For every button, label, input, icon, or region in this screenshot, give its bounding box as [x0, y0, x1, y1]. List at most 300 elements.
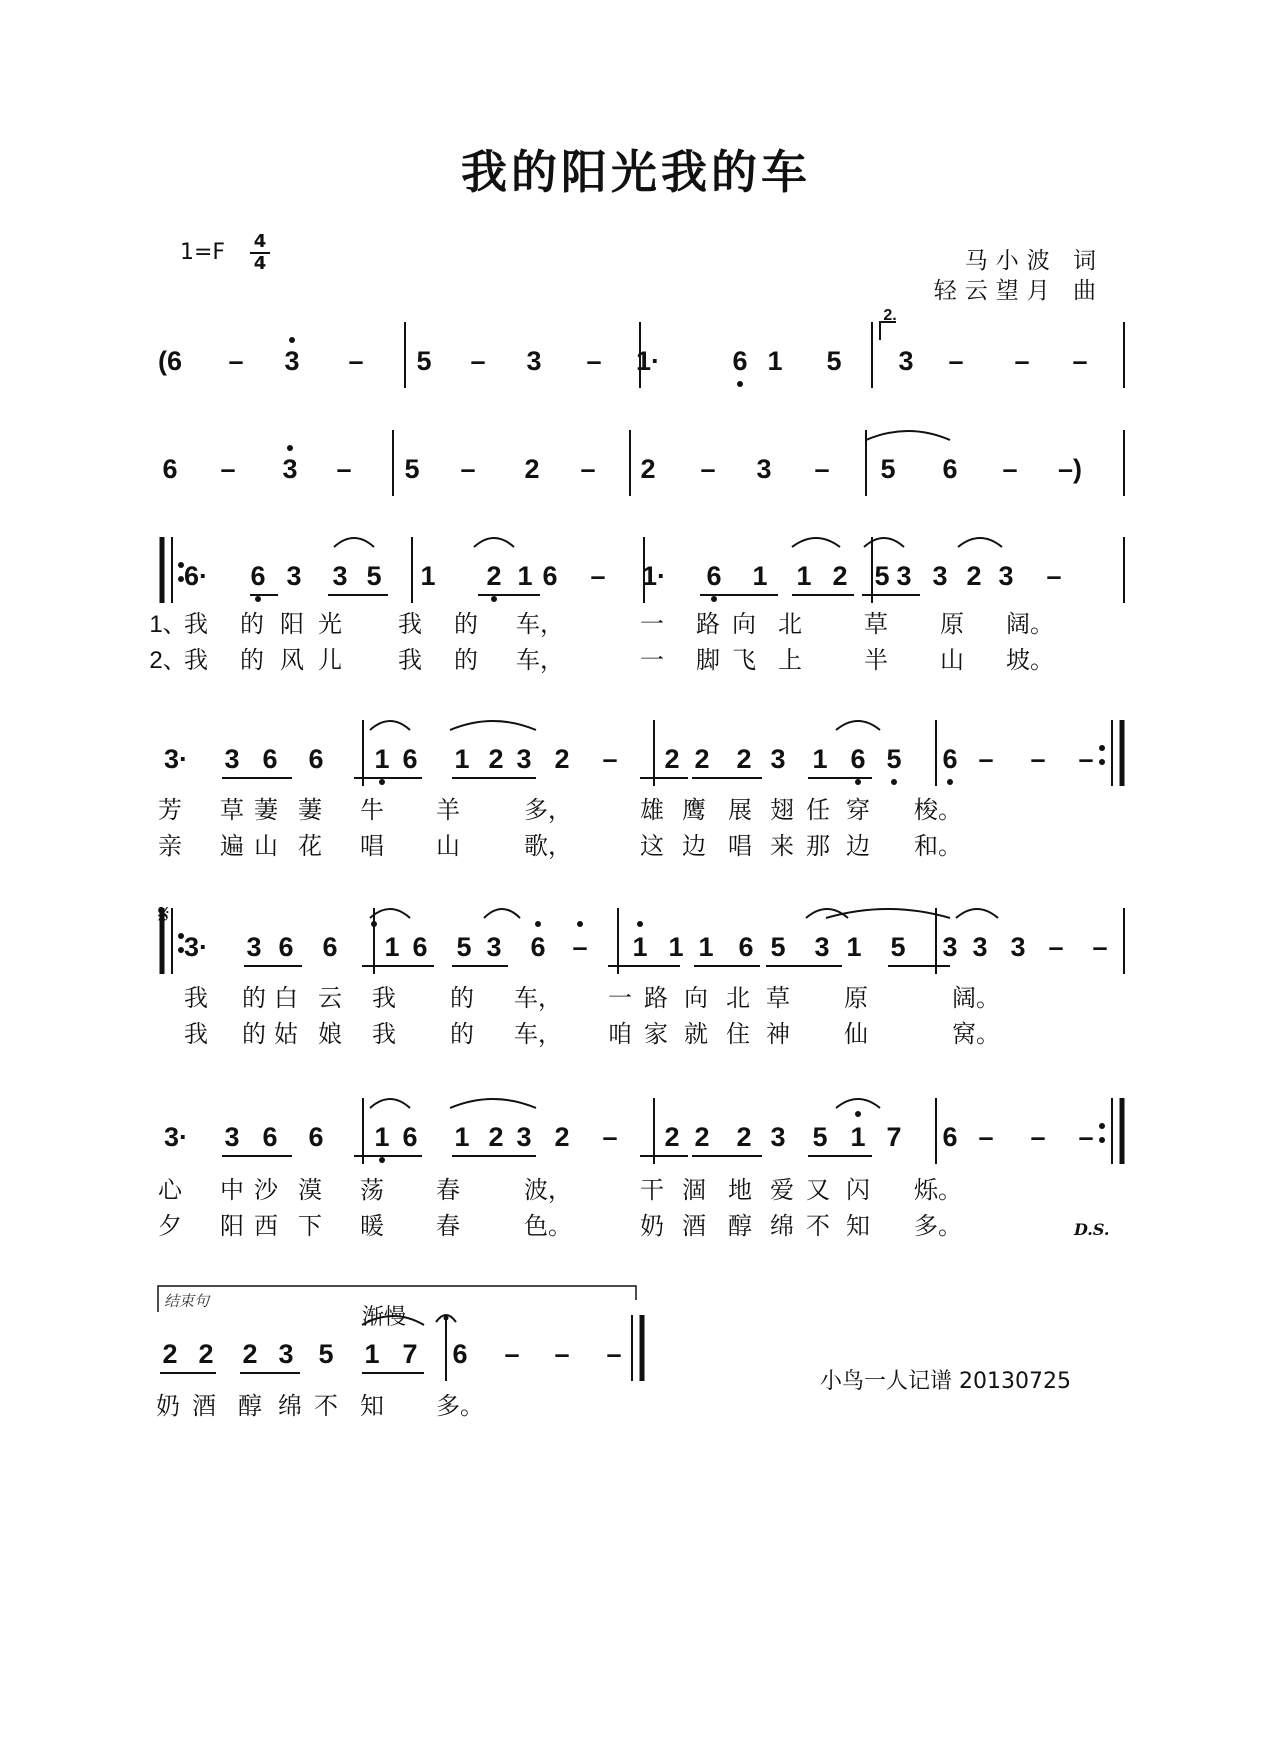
octave-dot — [289, 337, 295, 343]
lyric-syllable: 春 — [436, 1177, 460, 1204]
lyric-syllable: 心 — [158, 1177, 182, 1204]
dash-note: – — [1014, 346, 1030, 376]
octave-dot — [287, 445, 293, 451]
lyric-syllable: 多。 — [914, 1213, 962, 1240]
lyric-syllable: 萋 — [254, 797, 278, 824]
lyric-syllable: 姑 — [274, 1021, 298, 1048]
lyric-syllable: 一 — [640, 647, 664, 674]
lyric-syllable: 飞 — [732, 647, 756, 674]
lyric-syllable: 梭。 — [914, 797, 962, 824]
note: 6 — [942, 744, 958, 774]
lyric-syllable: 草 — [864, 611, 888, 638]
lyric-syllable: 醇 — [728, 1213, 752, 1240]
lyric-syllable: 坡。 — [1006, 647, 1054, 674]
note: 2 — [486, 561, 502, 591]
slur — [474, 538, 514, 547]
slur — [484, 909, 520, 918]
lyric-syllable: 的 — [454, 611, 478, 638]
dash-note: – — [1078, 744, 1094, 774]
lyric-syllable: 不 — [806, 1213, 830, 1240]
lyric-syllable: 烁。 — [914, 1177, 962, 1204]
note: 1 — [812, 744, 828, 774]
slur — [450, 721, 536, 730]
lyric-syllable: 羊 — [436, 797, 460, 824]
volta-number: 2. — [883, 307, 897, 324]
note: 6 — [452, 1339, 468, 1369]
note: 3 — [278, 1339, 294, 1369]
octave-dot — [855, 779, 861, 785]
lyric-syllable: 我 — [398, 611, 422, 638]
note: 2 — [242, 1339, 258, 1369]
note: 3 — [814, 932, 830, 962]
dash-note: – — [220, 454, 236, 484]
note: 3 — [998, 561, 1014, 591]
note: 3 — [932, 561, 948, 591]
lyric-syllable: 知 — [360, 1393, 384, 1420]
lyric-syllable: 夕 — [158, 1213, 182, 1240]
repeat-dot — [1099, 1137, 1105, 1143]
dash-note: – — [554, 1339, 570, 1369]
octave-dot — [379, 779, 385, 785]
lyric-syllable: 车， — [514, 1021, 562, 1048]
note: 1 — [698, 932, 714, 962]
lyric-syllable: 北 — [726, 985, 750, 1012]
lyric-syllable: 歌， — [524, 833, 572, 860]
note: 2 — [640, 454, 656, 484]
lyric-syllable: 的 — [454, 647, 478, 674]
lyric-syllable: 2、 — [149, 647, 187, 674]
lyric-syllable: 我 — [184, 985, 208, 1012]
slur — [334, 538, 374, 547]
note: 3 — [516, 744, 532, 774]
note: 1 — [384, 932, 400, 962]
note: 6· — [183, 561, 209, 591]
lyric-syllable: 鹰 — [682, 797, 706, 824]
time-signature-bottom: 4 — [250, 252, 270, 274]
lyric-syllable: 就 — [684, 1021, 708, 1048]
note: 5 — [874, 561, 890, 591]
lyric-syllable: 酒 — [192, 1393, 216, 1420]
lyric-syllable: 醇 — [238, 1393, 262, 1420]
lyric-syllable: 草 — [766, 985, 790, 1012]
note: 6 — [162, 454, 178, 484]
lyric-syllable: 波， — [524, 1177, 572, 1204]
octave-dot — [637, 921, 643, 927]
slur — [370, 909, 410, 918]
lyric-syllable: 光 — [318, 611, 342, 638]
slur — [450, 1099, 536, 1108]
lyric-syllable: 山 — [436, 833, 460, 860]
slur — [958, 538, 1002, 547]
note: 6 — [850, 744, 866, 774]
lyric-syllable: 这 — [640, 833, 664, 860]
lyric-syllable: 边 — [682, 833, 706, 860]
note: 2 — [694, 1122, 710, 1152]
note: 1 — [668, 932, 684, 962]
octave-dot — [947, 779, 953, 785]
dash-note: – — [470, 346, 486, 376]
note: 1 — [420, 561, 436, 591]
dash-note: – — [978, 1122, 994, 1152]
dash-note: – — [700, 454, 716, 484]
note: 3 — [284, 346, 300, 376]
dash-note: – — [814, 454, 830, 484]
note: 5 — [886, 744, 902, 774]
note: 6 — [322, 932, 338, 962]
lyric-syllable: 1、 — [149, 611, 187, 638]
dash-note: – — [1048, 932, 1064, 962]
lyric-syllable: 牛 — [360, 797, 384, 824]
note: 3· — [183, 932, 209, 962]
slur — [956, 909, 998, 918]
lyric-syllable: 西 — [254, 1213, 278, 1240]
note: 3 — [756, 454, 772, 484]
octave-dot — [371, 921, 377, 927]
lyric-syllable: 和。 — [914, 833, 962, 860]
lyric-syllable: 阳 — [280, 611, 304, 638]
volta-bracket — [880, 322, 896, 340]
note: 3 — [972, 932, 988, 962]
slur — [370, 1099, 410, 1108]
lyric-syllable: 地 — [728, 1177, 752, 1204]
octave-dot — [855, 1111, 861, 1117]
lyric-syllable: 我 — [398, 647, 422, 674]
note: 6 — [542, 561, 558, 591]
note: 6 — [250, 561, 266, 591]
lyric-syllable: 一 — [640, 611, 664, 638]
lyric-syllable: 爱 — [770, 1177, 794, 1204]
note: 2 — [694, 744, 710, 774]
lyric-syllable: 酒 — [682, 1213, 706, 1240]
note: 5 — [890, 932, 906, 962]
note: 5 — [880, 454, 896, 484]
note: 3 — [516, 1122, 532, 1152]
lyric-syllable: 住 — [726, 1021, 750, 1048]
dash-note: – — [606, 1339, 622, 1369]
lyric-syllable: 色。 — [524, 1213, 572, 1240]
lyricist-credit: 马小波 词 — [964, 248, 1104, 274]
lyric-syllable: 我 — [184, 611, 208, 638]
slur — [864, 538, 904, 547]
lyric-syllable: 多， — [524, 797, 572, 824]
lyric-syllable: 知 — [846, 1213, 870, 1240]
lyric-syllable: 又 — [806, 1177, 830, 1204]
lyric-syllable: 奶 — [640, 1213, 664, 1240]
dash-note: – — [1072, 346, 1088, 376]
lyric-syllable: 穿 — [846, 797, 870, 824]
octave-dot — [711, 596, 717, 602]
note: 6 — [942, 454, 958, 484]
note: 6 — [278, 932, 294, 962]
fermata-dot — [444, 1316, 449, 1321]
lyric-syllable: 的 — [240, 647, 264, 674]
lyric-syllable: 风 — [280, 647, 304, 674]
repeat-dot — [1099, 759, 1105, 765]
lyric-syllable: 荡 — [360, 1177, 384, 1204]
lyric-syllable: 任 — [806, 797, 830, 824]
lyric-syllable: 萋 — [298, 797, 322, 824]
lyric-syllable: 咱 — [608, 1021, 632, 1048]
lyric-syllable: 娘 — [318, 1021, 342, 1048]
octave-dot — [891, 779, 897, 785]
lyric-syllable: 下 — [298, 1213, 322, 1240]
note: 2 — [966, 561, 982, 591]
note: 2 — [554, 1122, 570, 1152]
lyric-syllable: 向 — [732, 611, 756, 638]
dash-note: –) — [1057, 454, 1083, 484]
lyric-syllable: 车， — [516, 647, 564, 674]
ritardando-mark: 渐慢 — [362, 1305, 407, 1330]
note: 3 — [1010, 932, 1026, 962]
dash-note: – — [1030, 744, 1046, 774]
note: 6 — [308, 1122, 324, 1152]
lyric-syllable: 我 — [372, 1021, 396, 1048]
repeat-dot — [178, 562, 184, 568]
note: 6 — [308, 744, 324, 774]
note: 2 — [488, 1122, 504, 1152]
dal-segno-mark: D.S. — [1074, 1220, 1110, 1239]
lyric-syllable: 遍 — [220, 833, 244, 860]
lyric-syllable: 来 — [770, 833, 794, 860]
note: 2 — [832, 561, 848, 591]
lyric-syllable: 车， — [516, 611, 564, 638]
dash-note: – — [228, 346, 244, 376]
note: 6 — [402, 1122, 418, 1152]
lyric-syllable: 沙 — [254, 1177, 278, 1204]
lyric-syllable: 的 — [242, 1021, 266, 1048]
lyric-syllable: 干 — [640, 1177, 664, 1204]
note: 1 — [752, 561, 768, 591]
octave-dot — [491, 596, 497, 602]
note: 6 — [402, 744, 418, 774]
note: 5 — [318, 1339, 334, 1369]
note: 2 — [162, 1339, 178, 1369]
dash-note: – — [460, 454, 476, 484]
note: 2 — [554, 744, 570, 774]
note: 5 — [456, 932, 472, 962]
dash-note: – — [1092, 932, 1108, 962]
note: 2 — [736, 1122, 752, 1152]
lyric-syllable: 边 — [846, 833, 870, 860]
octave-dot — [737, 381, 743, 387]
dash-note: – — [602, 1122, 618, 1152]
note: 3 — [282, 454, 298, 484]
lyric-syllable: 阔。 — [952, 985, 1000, 1012]
dash-note: – — [1078, 1122, 1094, 1152]
lyric-syllable: 儿 — [318, 647, 342, 674]
lyric-syllable: 花 — [298, 833, 322, 860]
lyric-syllable: 多。 — [436, 1393, 484, 1420]
lyric-syllable: 云 — [318, 985, 342, 1012]
lyric-syllable: 我 — [184, 647, 208, 674]
note: 3 — [246, 932, 262, 962]
dash-note: – — [336, 454, 352, 484]
coda-label: 结束句 — [164, 1292, 210, 1310]
note: 1 — [374, 744, 390, 774]
note: 3 — [224, 1122, 240, 1152]
octave-dot — [255, 596, 261, 602]
segno-sign: 𝄋 — [158, 900, 170, 930]
note: 1 — [454, 744, 470, 774]
note: 5 — [366, 561, 382, 591]
repeat-dot — [1099, 745, 1105, 751]
composer-credit: 轻云望月 曲 — [933, 278, 1104, 304]
lyric-syllable: 路 — [644, 985, 668, 1012]
lyric-syllable: 的 — [450, 1021, 474, 1048]
lyric-syllable: 原 — [940, 611, 964, 638]
slur — [826, 909, 950, 918]
note: 6 — [706, 561, 722, 591]
note: 3 — [898, 346, 914, 376]
note: 2 — [664, 1122, 680, 1152]
dash-note: – — [572, 932, 588, 962]
repeat-dot — [178, 947, 184, 953]
note: 6 — [530, 932, 546, 962]
note: 2 — [198, 1339, 214, 1369]
dash-note: – — [348, 346, 364, 376]
lyric-syllable: 草 — [220, 797, 244, 824]
note: 3 — [896, 561, 912, 591]
lyric-syllable: 翅 — [770, 797, 794, 824]
lyric-syllable: 亲 — [158, 833, 182, 860]
note: 1· — [635, 346, 661, 376]
note: 1 — [517, 561, 533, 591]
lyric-syllable: 上 — [778, 647, 802, 674]
note: 6 — [262, 744, 278, 774]
note: 6 — [262, 1122, 278, 1152]
dash-note: – — [1046, 561, 1062, 591]
note: 3 — [770, 744, 786, 774]
slur — [866, 431, 950, 440]
octave-dot — [535, 921, 541, 927]
lyric-syllable: 暖 — [360, 1213, 384, 1240]
lyric-syllable: 的 — [450, 985, 474, 1012]
dash-note: – — [602, 744, 618, 774]
lyric-syllable: 唱 — [728, 833, 752, 860]
note: 5 — [416, 346, 432, 376]
lyric-syllable: 山 — [940, 647, 964, 674]
note: (6 — [157, 346, 183, 376]
lyric-syllable: 原 — [844, 985, 868, 1012]
lyric-syllable: 唱 — [360, 833, 384, 860]
lyric-syllable: 我 — [372, 985, 396, 1012]
lyric-syllable: 北 — [778, 611, 802, 638]
lyric-syllable: 我 — [184, 1021, 208, 1048]
lyric-syllable: 展 — [728, 797, 752, 824]
note: 1 — [454, 1122, 470, 1152]
note: 6 — [942, 1122, 958, 1152]
dash-note: – — [504, 1339, 520, 1369]
note: 3 — [486, 932, 502, 962]
lyric-syllable: 不 — [314, 1393, 338, 1420]
transcriber-credit: 小鸟一人记谱 20130725 — [820, 1369, 1071, 1394]
note: 3 — [332, 561, 348, 591]
dash-note: – — [948, 346, 964, 376]
note: 6 — [732, 346, 748, 376]
lyric-syllable: 闪 — [846, 1177, 870, 1204]
note: 3 — [942, 932, 958, 962]
note: 1 — [374, 1122, 390, 1152]
dash-note: – — [978, 744, 994, 774]
lyric-syllable: 一 — [608, 985, 632, 1012]
note: 1 — [850, 1122, 866, 1152]
lyric-syllable: 雄 — [640, 797, 664, 824]
note: 7 — [402, 1339, 418, 1369]
slur — [836, 1099, 880, 1108]
slur — [836, 721, 880, 730]
note: 1 — [632, 932, 648, 962]
slur — [370, 721, 410, 730]
lyric-syllable: 绵 — [770, 1213, 794, 1240]
note: 1· — [641, 561, 667, 591]
note: 6 — [738, 932, 754, 962]
lyric-syllable: 山 — [254, 833, 278, 860]
lyric-syllable: 的 — [240, 611, 264, 638]
note: 3· — [163, 1122, 189, 1152]
key-signature: 1=F — [180, 240, 226, 265]
lyric-syllable: 绵 — [278, 1393, 302, 1420]
lyric-syllable: 中 — [220, 1177, 244, 1204]
lyric-syllable: 阔。 — [1006, 611, 1054, 638]
repeat-dot — [178, 933, 184, 939]
lyric-syllable: 漠 — [298, 1177, 322, 1204]
dash-note: – — [586, 346, 602, 376]
note: 5 — [770, 932, 786, 962]
note: 5 — [812, 1122, 828, 1152]
lyric-syllable: 阳 — [220, 1213, 244, 1240]
lyric-syllable: 车， — [514, 985, 562, 1012]
lyric-syllable: 神 — [766, 1021, 790, 1048]
note: 2 — [736, 744, 752, 774]
dash-note: – — [1002, 454, 1018, 484]
note: 5 — [404, 454, 420, 484]
lyric-syllable: 的 — [242, 985, 266, 1012]
lyric-syllable: 家 — [644, 1021, 668, 1048]
lyric-syllable: 涸 — [682, 1177, 706, 1204]
page-title: 我的阳光我的车 — [461, 145, 811, 199]
note: 2 — [488, 744, 504, 774]
repeat-dot — [178, 576, 184, 582]
lyric-syllable: 那 — [806, 833, 830, 860]
dash-note: – — [580, 454, 596, 484]
note: 3 — [224, 744, 240, 774]
note: 1 — [846, 932, 862, 962]
repeat-dot — [1099, 1123, 1105, 1129]
time-signature-top: 4 — [253, 231, 267, 252]
note: 5 — [826, 346, 842, 376]
lyric-syllable: 春 — [436, 1213, 460, 1240]
dash-note: – — [590, 561, 606, 591]
note: 1 — [796, 561, 812, 591]
slur — [792, 538, 840, 547]
note: 7 — [886, 1122, 902, 1152]
dash-note: – — [1030, 1122, 1046, 1152]
octave-dot — [379, 1157, 385, 1163]
note: 2 — [524, 454, 540, 484]
lyric-syllable: 半 — [864, 647, 888, 674]
octave-dot — [577, 921, 583, 927]
lyric-syllable: 白 — [274, 985, 298, 1012]
note: 6 — [412, 932, 428, 962]
note: 3 — [526, 346, 542, 376]
note: 3 — [286, 561, 302, 591]
lyric-syllable: 芳 — [158, 797, 182, 824]
note: 3 — [770, 1122, 786, 1152]
note: 1 — [767, 346, 783, 376]
lyric-syllable: 向 — [684, 985, 708, 1012]
note: 3· — [163, 744, 189, 774]
note: 2 — [664, 744, 680, 774]
